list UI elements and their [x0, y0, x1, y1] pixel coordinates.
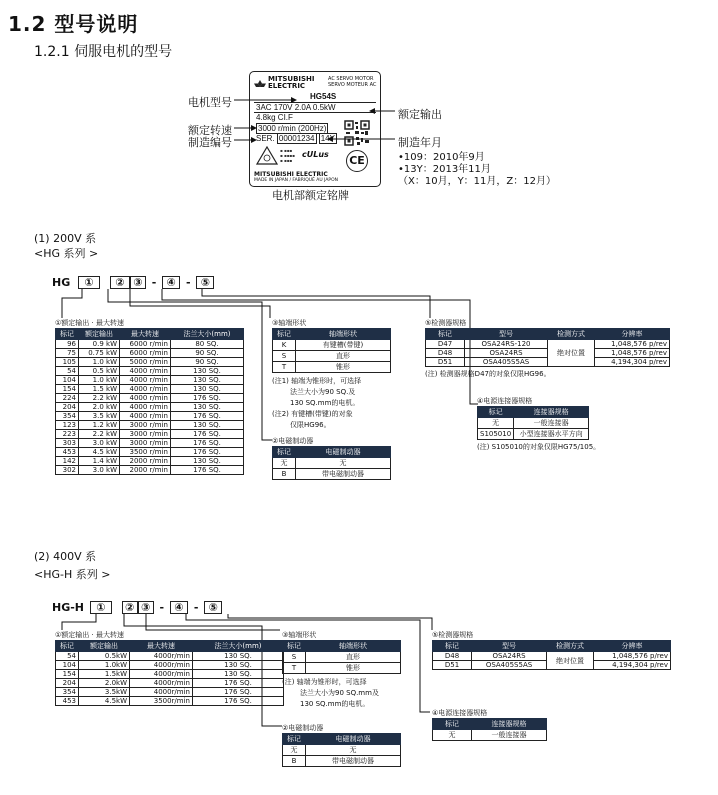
table-row [56, 349, 244, 358]
table-cell: 154 [56, 385, 79, 394]
hgh-shaft-notes [282, 677, 401, 710]
table-row [273, 458, 391, 469]
table-cell: 无 [283, 745, 306, 756]
table-row [56, 688, 284, 697]
table-cell: 1.2 kW [79, 421, 120, 430]
table-cell: 176 SQ. [171, 448, 244, 457]
hg-encoder-header: 标记 [426, 329, 465, 340]
hg-shaft-title: ③轴端形状 [272, 319, 307, 327]
table-cell: 204 [56, 403, 79, 412]
note-line: 法兰大小为90 SQ.及 [290, 388, 356, 396]
table-row [56, 403, 244, 412]
nameplate-ser-value: 00001234 [278, 134, 315, 143]
table-cell: 96 [56, 340, 79, 349]
table-cell: 123 [56, 421, 79, 430]
table-row [56, 652, 284, 661]
table-cell: D48 [426, 349, 465, 358]
table-row [56, 367, 244, 376]
callout-rated-output: 额定输出 [398, 108, 442, 121]
callout-date-example-1: •109：2010年9月 [398, 152, 485, 163]
table-cell: 无 [478, 418, 514, 429]
note-line: 法兰大小为90 SQ.mm及 [300, 689, 379, 697]
hgh-shaft-block [282, 630, 401, 710]
hg-section-title: (1) 200V 系 [34, 232, 97, 245]
hgh-brake-header: 标记 [283, 734, 306, 745]
hg-encoder-header: 分辨率 [595, 329, 670, 340]
table-cell: 直形 [306, 652, 401, 663]
table-cell: 130 SQ. [171, 421, 244, 430]
table-cell: 0.75 kW [79, 349, 120, 358]
nameplate-maker: MITSUBISHI ELECTRIC [254, 171, 328, 178]
table-cell: 5000 r/min [120, 358, 171, 367]
table-cell: 130 SQ. [171, 457, 244, 466]
hg-mark-1: ① [78, 276, 100, 289]
hg-encoder-table [425, 328, 670, 367]
nameplate-product-line2: SERVO MOTEUR AC [328, 82, 377, 88]
nameplate-spec-line: 3AC 170V 2.0A 0.5kW [256, 103, 336, 112]
note-line: (注) 轴端为锥形时，可选择 [282, 678, 367, 686]
table-cell: 0.5 kW [79, 367, 120, 376]
table-cell: OSA405S5AS [465, 358, 548, 367]
hg-output-title: ①额定输出 · 最大转速 [55, 319, 124, 327]
table-cell: 锥形 [306, 663, 401, 674]
hg-output-header: 法兰大小(mm) [171, 329, 244, 340]
table-cell: 154 [56, 670, 79, 679]
table-row [56, 412, 244, 421]
table-cell: 176 SQ. [193, 697, 284, 706]
hgh-encoder-header: 分辨率 [594, 641, 671, 652]
table-cell: D51 [433, 661, 472, 670]
table-cell: 4000r/min [130, 661, 193, 670]
hg-connector-note: (注) S105010的对象仅限HG75/105。 [477, 443, 601, 451]
hgh-shaft-table [282, 640, 401, 674]
hgh-connector-block [432, 708, 547, 741]
hgh-mark-5: ⑤ [204, 601, 222, 614]
table-row [56, 679, 284, 688]
table-cell: 4000 r/min [120, 385, 171, 394]
hgh-shaft-title: ③轴端形状 [282, 631, 317, 639]
table-cell: 3500 r/min [120, 448, 171, 457]
nameplate-made-in: MADE IN JAPAN / FABRIQUÉ AU JAPON [254, 178, 339, 183]
table-cell: T [283, 663, 306, 674]
table-row [273, 469, 391, 480]
table-cell: 90 SQ. [171, 349, 244, 358]
hg-brake-header: 标记 [273, 447, 296, 458]
table-cell: 1,048,576 p/rev [595, 349, 670, 358]
subsection-heading: 1.2.1 伺服电机的型号 [34, 44, 173, 60]
table-cell: 130 SQ. [171, 385, 244, 394]
table-cell: 1.0 kW [79, 358, 120, 367]
table-cell: 54 [56, 652, 79, 661]
table-cell: S [273, 351, 296, 362]
table-cell: 2000 r/min [120, 466, 171, 475]
table-cell: 453 [56, 448, 79, 457]
table-row [56, 358, 244, 367]
hgh-connector-header: 连接器规格 [472, 719, 547, 730]
table-row [433, 652, 671, 661]
hg-shaft-block [272, 318, 391, 431]
section-heading: 1.2 型号说明 [8, 12, 139, 36]
hg-model-code: HG ① ② ③ - ④ - ⑤ [52, 276, 214, 289]
hgh-encoder-header: 型号 [472, 641, 547, 652]
table-cell: 130 SQ. [171, 367, 244, 376]
hgh-mark-2: ② [122, 601, 138, 614]
table-cell: 176 SQ. [193, 688, 284, 697]
table-cell: 绝对位置 [548, 340, 595, 367]
table-row [283, 652, 401, 663]
table-row [56, 466, 244, 475]
table-cell: 354 [56, 688, 79, 697]
table-cell: 3000 r/min [120, 430, 171, 439]
hg-encoder-header: 型号 [465, 329, 548, 340]
table-cell: 无 [433, 730, 472, 741]
hgh-encoder-table [432, 640, 671, 670]
table-cell: 6000 r/min [120, 340, 171, 349]
table-cell: OSA405S5AS [472, 661, 547, 670]
table-cell: 带电磁制动器 [296, 469, 391, 480]
table-row [56, 448, 244, 457]
table-row [56, 394, 244, 403]
note-line: 130 SQ.mm的电机。 [290, 399, 360, 407]
table-cell: 无 [306, 745, 401, 756]
hgh-output-header: 最大转速 [130, 641, 193, 652]
table-cell: 104 [56, 661, 79, 670]
nameplate-product-line1: AC SERVO MOTOR [328, 76, 374, 82]
table-cell: 2000 r/min [120, 457, 171, 466]
table-row [273, 362, 391, 373]
table-cell: 130 SQ. [171, 403, 244, 412]
hg-connector-table [477, 406, 589, 440]
hg-series-label: <HG 系列 > [34, 247, 99, 260]
table-cell: 223 [56, 430, 79, 439]
table-cell: 204 [56, 679, 79, 688]
hgh-series-label: <HG-H 系列 > [34, 568, 111, 581]
callout-model: 电机型号 [188, 96, 232, 109]
table-row [56, 340, 244, 349]
table-row [56, 430, 244, 439]
table-cell: 4.5kW [79, 697, 130, 706]
table-cell: 130 SQ. [193, 652, 284, 661]
hgh-output-table [55, 640, 284, 706]
hg-output-block [55, 318, 244, 475]
ce-mark: CE [346, 150, 368, 172]
table-cell: D47 [426, 340, 465, 349]
table-cell: 带电磁制动器 [306, 756, 401, 767]
hgh-brake-title: ②电磁制动器 [282, 724, 324, 732]
table-cell: K [273, 340, 296, 351]
table-row [56, 385, 244, 394]
table-cell: 小型连接器水平方向 [514, 429, 589, 440]
table-cell: 0.9 kW [79, 340, 120, 349]
table-row [283, 756, 401, 767]
table-cell: 176 SQ. [171, 466, 244, 475]
table-row [273, 351, 391, 362]
callout-date-title: 制造年月 [398, 136, 442, 149]
hg-encoder-block [425, 318, 670, 379]
table-cell: 4000r/min [130, 679, 193, 688]
table-cell: 3500r/min [130, 697, 193, 706]
table-row [56, 376, 244, 385]
hg-brake-header: 电磁制动器 [296, 447, 391, 458]
hg-output-header: 标记 [56, 329, 79, 340]
table-cell: 3000 r/min [120, 421, 171, 430]
hg-shaft-header: 标记 [273, 329, 296, 340]
table-cell: 4000r/min [130, 652, 193, 661]
table-cell: 354 [56, 412, 79, 421]
table-cell: 453 [56, 697, 79, 706]
table-cell: 2.2 kW [79, 430, 120, 439]
nameplate-ser-date: 14Y [320, 134, 335, 143]
hg-output-table [55, 328, 244, 475]
table-cell: 一般连接器 [472, 730, 547, 741]
table-cell: 176 SQ. [171, 439, 244, 448]
table-cell: 4,194,304 p/rev [594, 661, 671, 670]
table-cell: 一般连接器 [514, 418, 589, 429]
hgh-prefix: HG-H [52, 601, 85, 614]
table-row [56, 661, 284, 670]
hgh-output-block [55, 630, 284, 706]
table-cell: 1,048,576 p/rev [594, 652, 671, 661]
table-cell: OSA24RS [472, 652, 547, 661]
nameplate-model: HG54S [310, 92, 337, 101]
hg-mark-3: ③ [130, 276, 146, 289]
table-cell: 3.0 kW [79, 439, 120, 448]
table-row [283, 745, 401, 756]
table-cell: 54 [56, 367, 79, 376]
table-cell: 1.4 kW [79, 457, 120, 466]
hg-mark-2: ② [110, 276, 130, 289]
hg-shaft-header: 轴端形状 [296, 329, 391, 340]
table-cell: 有键槽(带键) [296, 340, 391, 351]
nameplate-speed-line: 3000 r/min (200Hz) [258, 124, 327, 133]
table-cell: 无 [296, 458, 391, 469]
hgh-mark-4: ④ [170, 601, 188, 614]
note-line: 130 SQ.mm的电机。 [300, 700, 370, 708]
table-cell: 无 [273, 458, 296, 469]
table-row [283, 663, 401, 674]
table-cell: S [283, 652, 306, 663]
table-cell: 直形 [296, 351, 391, 362]
hgh-shaft-header: 轴端形状 [306, 641, 401, 652]
nameplate-brand: MITSUBISHI ELECTRIC [268, 75, 315, 90]
table-cell: 4.5 kW [79, 448, 120, 457]
hgh-brake-block [282, 723, 401, 767]
table-cell: 1.0kW [79, 661, 130, 670]
hg-connector-title: ④电源连接器规格 [477, 397, 533, 405]
table-cell: D48 [433, 652, 472, 661]
table-cell: OSA24RS [465, 349, 548, 358]
hg-mark-4: ④ [162, 276, 180, 289]
hgh-connector-header: 标记 [433, 719, 472, 730]
hgh-output-header: 法兰大小(mm) [193, 641, 284, 652]
certification-notes-icon: ▪ ▪▪▪ ▪ ▪▪▪▪ ▪ ▪▪▪ [280, 148, 295, 163]
hg-connector-header: 标记 [478, 407, 514, 418]
table-cell: 4000 r/min [120, 394, 171, 403]
table-cell: 90 SQ. [171, 358, 244, 367]
table-cell: OSA24RS-120 [465, 340, 548, 349]
callout-rated-speed: 额定转速 [188, 124, 232, 137]
table-row [56, 439, 244, 448]
table-cell: 176 SQ. [171, 430, 244, 439]
callout-serial: 制造编号 [188, 136, 232, 149]
table-cell: 4000 r/min [120, 376, 171, 385]
table-cell: 6000 r/min [120, 349, 171, 358]
table-cell: 130 SQ. [193, 661, 284, 670]
hgh-brake-table [282, 733, 401, 767]
hg-shaft-table [272, 328, 391, 373]
hg-output-header: 额定输出 [79, 329, 120, 340]
table-row [56, 457, 244, 466]
hgh-brake-header: 电磁制动器 [306, 734, 401, 745]
table-row [56, 670, 284, 679]
hg-encoder-title: ⑤检测器规格 [425, 319, 467, 327]
table-cell: 130 SQ. [171, 376, 244, 385]
hgh-shaft-header: 标记 [283, 641, 306, 652]
table-row [56, 421, 244, 430]
hg-output-header: 最大转速 [120, 329, 171, 340]
hgh-connector-title: ④电源连接器规格 [432, 709, 488, 717]
table-cell: 176 SQ. [171, 394, 244, 403]
table-cell: D51 [426, 358, 465, 367]
table-cell: T [273, 362, 296, 373]
table-cell: 3.5kW [79, 688, 130, 697]
table-cell: 4000 r/min [120, 367, 171, 376]
table-cell: 2.2 kW [79, 394, 120, 403]
table-cell: 105 [56, 358, 79, 367]
note-line: 仅限HG96。 [290, 421, 331, 429]
table-cell: 302 [56, 466, 79, 475]
nameplate-ser-label: SER. [256, 134, 275, 143]
table-cell: S105010 [478, 429, 514, 440]
table-row [478, 418, 589, 429]
hgh-output-header: 标记 [56, 641, 79, 652]
hgh-encoder-block [432, 630, 671, 670]
hg-encoder-header: 检测方式 [548, 329, 595, 340]
table-cell: 4,194,304 p/rev [595, 358, 670, 367]
table-cell: B [283, 756, 306, 767]
table-cell: 3.5 kW [79, 412, 120, 421]
note-line: (注2) 有键槽(带键)的对象 [272, 410, 353, 418]
table-cell: 2.0kW [79, 679, 130, 688]
table-cell: B [273, 469, 296, 480]
table-cell: 176 SQ. [193, 679, 284, 688]
nameplate-caption: 电机部额定铭牌 [272, 189, 349, 202]
table-cell: 130 SQ. [193, 670, 284, 679]
hgh-encoder-title: ⑤检测器规格 [432, 631, 474, 639]
table-cell: 142 [56, 457, 79, 466]
table-cell: 0.5kW [79, 652, 130, 661]
table-row [433, 730, 547, 741]
table-cell: 4000r/min [130, 688, 193, 697]
table-cell: 1.5kW [79, 670, 130, 679]
table-cell: 75 [56, 349, 79, 358]
table-cell: 绝对位置 [547, 652, 594, 670]
table-cell: 1.0 kW [79, 376, 120, 385]
hgh-encoder-header: 标记 [433, 641, 472, 652]
hg-connector-header: 连接器规格 [514, 407, 589, 418]
hgh-mark-1: ① [90, 601, 112, 614]
table-cell: 2.0 kW [79, 403, 120, 412]
table-row [56, 697, 284, 706]
table-cell: 1,048,576 p/rev [595, 340, 670, 349]
table-cell: 3.0 kW [79, 466, 120, 475]
table-cell: 1.5 kW [79, 385, 120, 394]
hg-brake-table [272, 446, 391, 480]
hg-brake-title: ②电磁制动器 [272, 437, 314, 445]
table-cell: 303 [56, 439, 79, 448]
table-cell: 4000r/min [130, 670, 193, 679]
hg-connector-block [425, 396, 600, 452]
table-cell: 224 [56, 394, 79, 403]
table-cell: 104 [56, 376, 79, 385]
hg-prefix: HG [52, 276, 71, 289]
table-row [478, 429, 589, 440]
hg-encoder-note: (注) 检测器规格D47的对象仅限HG96。 [425, 370, 551, 378]
callout-date-example-3: （X：10月，Y：11月，Z：12月） [398, 176, 556, 187]
hgh-output-title: ①额定输出 · 最大转速 [55, 631, 124, 639]
hgh-section-title: (2) 400V 系 [34, 550, 97, 563]
table-cell: 176 SQ. [171, 412, 244, 421]
hg-brake-block [272, 436, 391, 480]
callout-date-example-2: •13Y：2013年11月 [398, 164, 491, 175]
table-cell: 锥形 [296, 362, 391, 373]
table-cell: 80 SQ. [171, 340, 244, 349]
ul-mark: cULus [302, 150, 329, 159]
note-line: (注1) 轴端为锥形时，可选择 [272, 377, 362, 385]
table-cell: 4000 r/min [120, 403, 171, 412]
hgh-encoder-header: 检测方式 [547, 641, 594, 652]
hgh-connector-table [432, 718, 547, 741]
hgh-model-code: HG-H ① ② ③ - ④ - ⑤ [52, 601, 222, 614]
table-row [426, 340, 670, 349]
nameplate-weight-line: 4.8kg CI.F [256, 113, 293, 122]
hgh-mark-3: ③ [138, 601, 154, 614]
hg-mark-5: ⑤ [196, 276, 214, 289]
hgh-output-header: 额定输出 [79, 641, 130, 652]
table-cell: 4000 r/min [120, 412, 171, 421]
table-cell: 3000 r/min [120, 439, 171, 448]
hg-shaft-notes [272, 376, 391, 431]
table-row [273, 340, 391, 351]
